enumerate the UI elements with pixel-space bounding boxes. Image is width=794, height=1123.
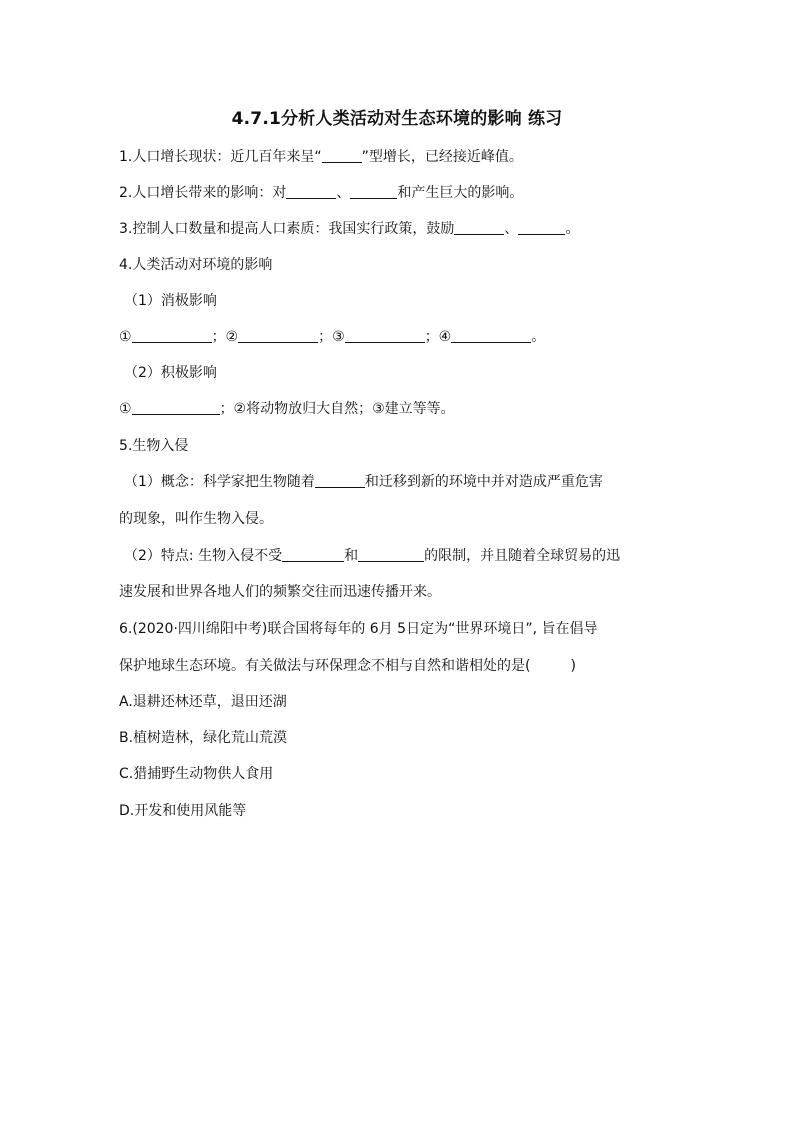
concept-text-b: 和迁移到新的环境中并对造成严重危害	[364, 474, 603, 490]
q6-close-paren: )	[570, 658, 576, 674]
q1-text-b: ”型增长，已经接近峰值。	[361, 149, 523, 165]
positive-impact-heading: （2）积极影响	[124, 365, 217, 381]
option-a[interactable]: A.退耕还林还草，退田还湖	[119, 694, 287, 710]
feature-blank-2[interactable]	[358, 547, 424, 562]
question-6-line-2	[119, 657, 576, 675]
negative-impact-heading: （1）消极影响	[124, 293, 217, 309]
neg-blank-4[interactable]	[451, 328, 531, 343]
q3-blank-2[interactable]	[518, 220, 565, 235]
question-3	[119, 220, 579, 238]
feature-line-2: 速发展和世界各地人们的频繁交往而迅速传播开来。	[119, 584, 441, 600]
concept-blank[interactable]	[315, 473, 365, 488]
feature-text-b: 和	[344, 548, 359, 564]
positive-impact-line	[119, 400, 455, 418]
question-4-heading: 4.人类活动对环境的影响	[119, 257, 273, 273]
q2-blank-2[interactable]	[350, 184, 397, 199]
q6-stem: 保护地球生态环境。有关做法与环保理念不相与自然和谐相处的是(	[119, 658, 531, 674]
negative-impact-blanks	[119, 328, 545, 346]
q1-text-a: 1.人口增长现状：近几百年来呈“	[119, 149, 322, 165]
neg-blank-1[interactable]	[132, 328, 212, 343]
neg-label-1: ①	[119, 329, 132, 345]
neg-blank-3[interactable]	[345, 328, 425, 343]
neg-end: 。	[531, 329, 546, 345]
q2-blank-1[interactable]	[286, 184, 336, 199]
concept-line-1	[124, 473, 603, 491]
pos-blank-1[interactable]	[132, 400, 220, 415]
q2-text-c: 和产生巨大的影响。	[397, 185, 524, 201]
pos-label-1: ①	[119, 401, 132, 417]
concept-text-a: （1）概念：科学家把生物随着	[124, 474, 315, 490]
neg-label-3: ；③	[318, 329, 345, 345]
q3-text-b: 、	[504, 221, 519, 237]
feature-line-1	[124, 547, 620, 565]
q3-text-c: 。	[565, 221, 580, 237]
concept-line-2: 的现象，叫作生物入侵。	[119, 511, 273, 527]
option-b[interactable]: B.植树造林，绿化荒山荒漠	[119, 730, 288, 746]
question-2	[119, 184, 523, 202]
question-6-line-1: 6.(2020·四川绵阳中考)联合国将每年的 6月 5日定为“世界环境日”, 旨在倡导	[119, 621, 598, 637]
neg-blank-2[interactable]	[238, 328, 318, 343]
pos-text: ；②将动物放归大自然；③建立等等。	[219, 401, 455, 417]
q3-blank-1[interactable]	[454, 220, 504, 235]
feature-text-c: 的限制，并且随着全球贸易的迅	[424, 548, 621, 564]
feature-text-a: （2）特点: 生物入侵不受	[124, 548, 283, 564]
q2-text-a: 2.人口增长带来的影响：对	[119, 185, 287, 201]
q3-text-a: 3.控制人口数量和提高人口素质：我国实行政策，鼓励	[119, 221, 455, 237]
option-c[interactable]: C.猎捕野生动物供人食用	[119, 766, 274, 782]
neg-label-4: ；④	[424, 329, 452, 345]
q2-text-b: 、	[336, 185, 351, 201]
feature-blank-1[interactable]	[282, 547, 344, 562]
neg-label-2: ；②	[211, 329, 239, 345]
q1-blank[interactable]	[322, 148, 362, 163]
option-d[interactable]: D.开发和使用风能等	[119, 803, 247, 819]
question-5-heading: 5.生物入侵	[119, 438, 189, 454]
page-title: 4.7.1分析人类活动对生态环境的影响 练习	[231, 109, 563, 129]
question-1	[119, 148, 523, 166]
